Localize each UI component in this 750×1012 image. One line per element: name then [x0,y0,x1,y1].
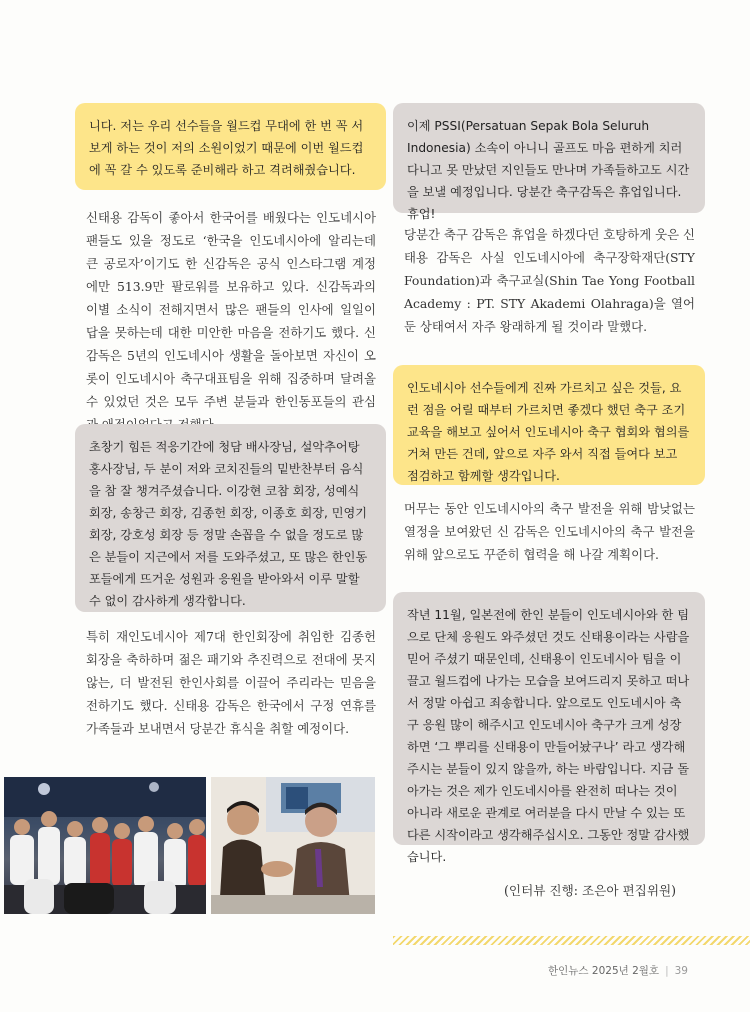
paragraph-2: 특히 재인도네시아 제7대 한인회장에 취임한 김종헌 회장을 축하하며 젊은 패기와 추진력으로 전대에 못지 않는, 더 발전된 한인사회를 이끌어 주리라는 믿음을 전하기도 했다. 신태용 감독은 한국에서 구정 연휴를 가족들과 보내면서 당분간 휴식을 취할 예정이다. [86,629,376,736]
paragraph-3: 당분간 축구 감독은 휴업을 하겠다던 호탕하게 웃은 신태용 감독은 사실 인도네시아에 축구장학재단(STY Foundation)과 축구교실(Shin Tae Yong Football Academy : PT. STY Akademi Olahraga)을 열어둔 상태여서 자주 왕래하게 될 것이라 말했다. [404,227,695,334]
paragraph-1: 신태용 감독이 좋아서 한국어를 배웠다는 인도네시아 팬들도 있을 정도로 ‘한국을 인도네시아에 알리는데 큰 공로자’이기도 한 신감독은 공식 인스타그램 계정에만 513.9만 팔로워를 보유하고 있다. 신감독과의 이별 소식이 전해지면서 많은 팬들의 인사에 일일이 답을 못하는데 대한 미안한 마음을 전하기도 했다. 신감독은 5년의 인도네시아 생활을 돌아보면 자신이 오롯이 인도네시아 축구대표팀을 위해 집중하며 달려올 수 있었던 것은 모두 주변 분들과 한인동포들의 관심 [86,210,376,409]
quote-box-4 [393,365,705,485]
page-number: 39 [674,965,688,977]
page-footer [548,963,688,978]
quote-1-text: 니다. 저는 우리 선수들을 월드컵 무대에 한 번 꼭 서 보게 하는 것이 저의 소원이었기 때문에 이번 월드컵에 꼭 갈 수 있도록 준비해라 하고 격려해줬습니다. [89,119,364,177]
quote-3-text: 이제 PSSI(Persatuan Sepak Bola Seluruh Indonesia) 소속이 아니니 골프도 마음 편하게 치러 다니고 못 만났던 지인들도 만나며 가족들하고도 시간을 보낼 예정입니다. 당분간 축구감독은 휴업입니다. 휴업! [407,119,690,221]
team-celebration-photo [4,777,206,914]
team-celebration-illustration [4,777,206,914]
quote-box-2 [75,424,386,612]
handshake-photo [211,777,375,914]
quote-4-text: 인도네시아 선수들에게 진짜 가르치고 싶은 것들, 요런 점을 어릴 때부터 가르치면 좋겠다 했던 축구 조기 교육을 해보고 싶어서 인도네시아 축구 협회와 협의를 거쳐 만든 건데, 앞으로 자주 와서 직접 들여다 보고 점검하고 함께할 생각입니다. [407,381,690,483]
footer-separator: | [665,965,669,977]
interview-credit: (인터뷰 진행: 조은아 편집위원) [504,883,677,898]
quote-2-text: 초창기 힘든 적응기간에 청담 배사장님, 설악추어탕 홍사장님, 두 분이 저와 코치진들의 밑반찬부터 음식을 참 잘 챙겨주셨습니다. 이강현 코참 회장, 성예식 회장, 송창근 회장, 김종헌 회장, 이종호 회장, 민영기 회장, 강호성 회장 등 정말 손꼽을 수 없을 정도로 많은 분들이 지근에서 저를 도와주셨고, 또 많은 한인동포들에게 뜨거운 성원과 응원을 받아와서 이루 말할 수 없이 감사하게 생각합니다. [89,440,368,608]
quote-box-3 [393,103,705,221]
paragraph-4: 머무는 동안 인도네시아의 축구 발전을 위해 밤낮없는 열정을 보여왔던 신 감독은 인도네시아의 축구 발전을 위해 앞으로도 꾸준히 협력을 해 나갈 계획이다. [404,501,695,562]
quote-box-5 [393,592,705,864]
quote-box-1 [75,103,386,190]
quote-5-text: 작년 11월, 일본전에 한인 분들이 인도네시아와 한 팀으로 단체 응원도 와주셨던 것도 신태용이라는 사람을 믿어 주셨기 때문인데, 신태용이 인도네시아 팀을 이끌고 월드컵에 나가는 모습을 보여드리지 못하고 떠나서 정말 아쉽고 죄송합니다. 앞으로도 인도네시아 축구 응원 많이 해주시고 인도네시아 축구가 크게 성장하면 ‘그 뿌리를 신태용이 만들어놨구나’ 라고 생각해주시는 분들이 있지 않을까, 하는 바람입니다. 지금 돌아가는 것은 제가 인도네시아를 완전히 떠나는 것이 아니라 새로운 관계로 여러분을 다시 만날 수 있는 또 다른 시작이라고 생각해주십시오. 그동안 정말 감사했습니다. [407,608,690,864]
handshake-illustration [211,777,375,914]
publication-name: 한인뉴스 2025년 2월호 [548,965,660,977]
decorative-stripe [393,936,750,945]
